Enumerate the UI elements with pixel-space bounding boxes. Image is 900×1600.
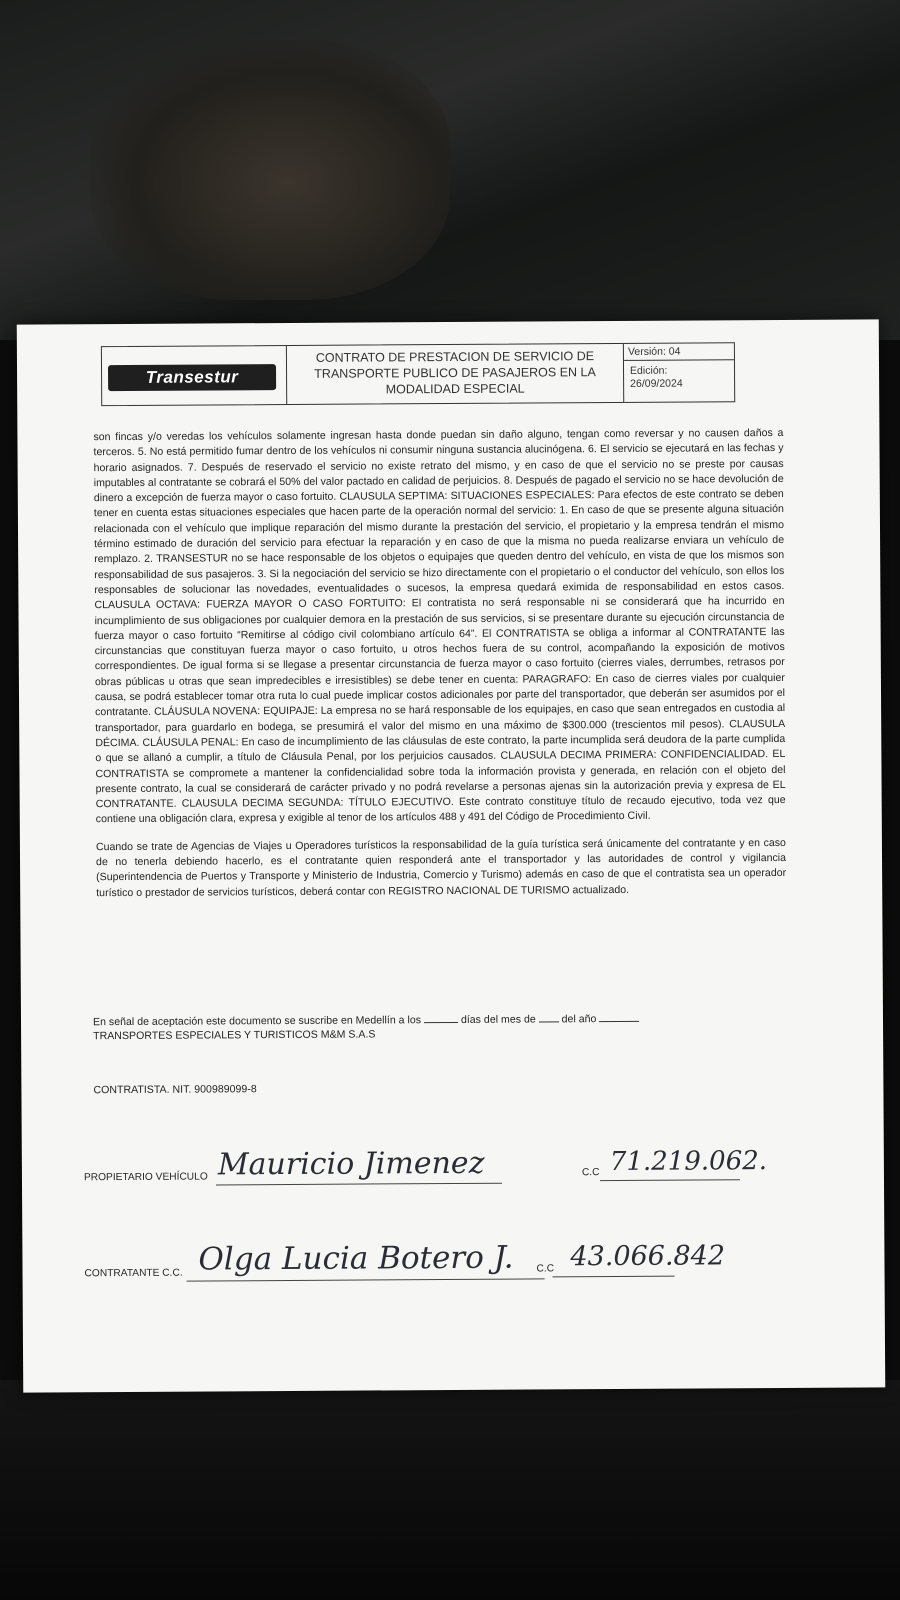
- acceptance-line: [93, 1011, 639, 1028]
- logo-text: Transestur: [145, 367, 239, 387]
- owner-cc-label: C.C: [581, 1167, 600, 1179]
- background-bottom: [0, 1380, 900, 1600]
- edition-label: Edición:: [630, 364, 668, 377]
- title-line-3: MODALIDAD ESPECIAL: [385, 381, 525, 397]
- client-cc-number: 43.066.842: [570, 1240, 726, 1273]
- year-blank[interactable]: [599, 1011, 639, 1022]
- client-signature: Olga Lucia Botero J.: [198, 1239, 514, 1278]
- owner-signature: Mauricio Jimenez: [217, 1145, 485, 1183]
- contract-page: [17, 319, 886, 1392]
- client-cc-line: [553, 1276, 675, 1278]
- acceptance-text-2: días del mes de: [460, 1013, 536, 1026]
- document-meta: [624, 343, 734, 402]
- clauses-paragraph: son fincas y/o veredas los vehículos solamente ingresan hasta donde puedan sin daño alguno, tengan como reversar y no causen daños a terceros. 5. No está permitido fumar dentro de los vehículos ni consumir ninguna sustancia alucinógena. 6. El servicio se ejecutará en las fechas y horario asignados. 7. Después de reservado el servicio no existe retrato del mismo, y en caso de que el servicio no se preste por causas imputables al contratante se cobrará el 50% del valor pactado en calidad de perjuicios. 8. Después de pagado el servicio no se hace devolución de dinero a excepción de fuerza mayor o caso fortuito. CLAUSULA SEPTIMA: SITUACIONES ESPECIALES: Para efectos de este contrato se deben tener en cuenta estas situaciones especiales que hacen parte de la operación normal del servicio: 1. En caso de que se presente alguna situación relacionada con el vehículo que implique reparación del mismo durante la prestación del servicio, el propietario y la empresa tendrán el mismo término estimado de duración del servicio para efectuar la reparación y en caso de que la misma no pueda realizarse enviara un vehículo de remplazo. 2. TRANSESTUR no se hace responsable de los objetos o equipajes que queden dentro del vehículo, en vista de que los mismos son responsabilidad de sus pasajeros. 3. Si la negociación del servicio se hizo directamente con el propietario o el conductor del vehículo, son ellos los responsables de solucionar las novedades, eventualidades o sucesos, la empresa quedará eximida de responsabilidad en estos casos. CLAUSULA OCTAVA: FUERZA MAYOR O CASO FORTUITO: El contratista no será responsable ni se considerará que ha incurrido en incumplimiento de sus obligaciones por cualquier demora en la prestación de sus servicios, si se presentare durante su ejecución circunstancia de fuerza mayor o caso fortuito “Remitirse al código civil colombiano artículo 64”. El CONTRATISTA se obliga a informar al CONTRATANTE las circunstancias que constituyan fuerza mayor o caso fortuito, u otros hechos fuera de su control, acompañando la exposición de motivos correspondientes. De igual forma si se llegase a presentar circunstancia de fuerza mayor o caso fortuito (cierres viales, derrumbes, retrasos por obras públicas u otras que sean impredecibles e irresistibles) se debe tener en cuenta: PARAGRAFO: En caso de cierres viales por cualquier causa, se podrá establecer tomar otra ruta lo cual puede implicar costos adicionales por parte del transportador, que deberán ser asumidos por el contratante. CLÁUSULA NOVENA: EQUIPAJE: La empresa no se hará responsable de los equipajes, en caso que sean entregados en custodia al transportador, para guardarlo en bodega, se presumirá el valor del mismo en una máximo de $300.000 (trescientos mil pesos). CLAUSULA DÉCIMA. CLÁUSULA PENAL: En caso de incumplimiento de las cláusulas de este contrato, la parte incumplida será deudora de la parte cumplida o que se allanó a cumplir, a título de Cláusula Penal, por los perjuicios causados. CLAUSULA DECIMA PRIMERA: CONFIDENCIALIDAD. EL CONTRATISTA se compromete a mantener la confidencialidad sobre toda la información provista y generada, en relación con el objeto del presente contrato, la cual se considerará de carácter privado y no podrá revelarse a personas ajenas sin la autorización previa y expresa de EL CONTRATANTE. CLAUSULA DECIMA SEGUNDA: TÍTULO EJECUTIVO. Este contrato constituye título de recaudo ejecutivo, toda vez que contiene una obligación clara, expresa y exigible al tenor de los artículos 488 y 491 del Código de Procedimiento Civil.: [93, 426, 786, 826]
- document-title: [287, 344, 624, 404]
- acceptance-text-1: En señal de aceptación este documento se suscribe en Medellín a los: [92, 1014, 422, 1029]
- owner-signature-line: [216, 1183, 502, 1186]
- title-line-2: TRANSPORTE PUBLICO DE PASAJEROS EN LA: [314, 365, 596, 381]
- owner-label: PROPIETARIO VEHÍCULO: [83, 1171, 208, 1184]
- month-blank[interactable]: [539, 1011, 559, 1022]
- owner-cc-number: 71.219.062.: [609, 1146, 768, 1178]
- logo-cell: [102, 346, 287, 405]
- background-fabric: [90, 40, 450, 300]
- client-cc-label: C.C: [536, 1263, 555, 1275]
- client-signature-line: [187, 1278, 545, 1281]
- company-name: TRANSPORTES ESPECIALES Y TURISTICOS M&M S.A.S: [93, 1028, 376, 1043]
- contract-body: [93, 426, 786, 913]
- day-blank[interactable]: [424, 1012, 458, 1023]
- owner-cc-line: [600, 1179, 740, 1181]
- edition-info: [624, 360, 734, 391]
- version-label: Versión: 04: [624, 343, 734, 361]
- acceptance-text-3: del año: [561, 1013, 597, 1026]
- company-logo: [108, 364, 276, 391]
- client-label: CONTRATANTE C.C.: [84, 1267, 183, 1280]
- title-line-1: CONTRATO DE PRESTACION DE SERVICIO DE: [315, 349, 595, 365]
- contractor-nit: CONTRATISTA. NIT. 900989099-8: [93, 1083, 257, 1097]
- edition-date: 26/09/2024: [630, 377, 683, 390]
- document-header: [101, 342, 735, 406]
- agencies-paragraph: Cuando se trate de Agencias de Viajes u Operadores turísticos la responsabilidad de la guía turística será únicamente del contratante y en caso de no tenerla debiendo hacerlo, es el contratante quien responderá ante el transportador y las autoridades de control y vigilancia (Superintendencia de Puertos y Transporte y Ministerio de Industria, Comercio y Turismo) además en caso de que el contratista sea un operador turístico o prestador de servicios turísticos, deberá contar con REGISTRO NACIONAL DE TURISMO actualizado.: [95, 836, 787, 899]
